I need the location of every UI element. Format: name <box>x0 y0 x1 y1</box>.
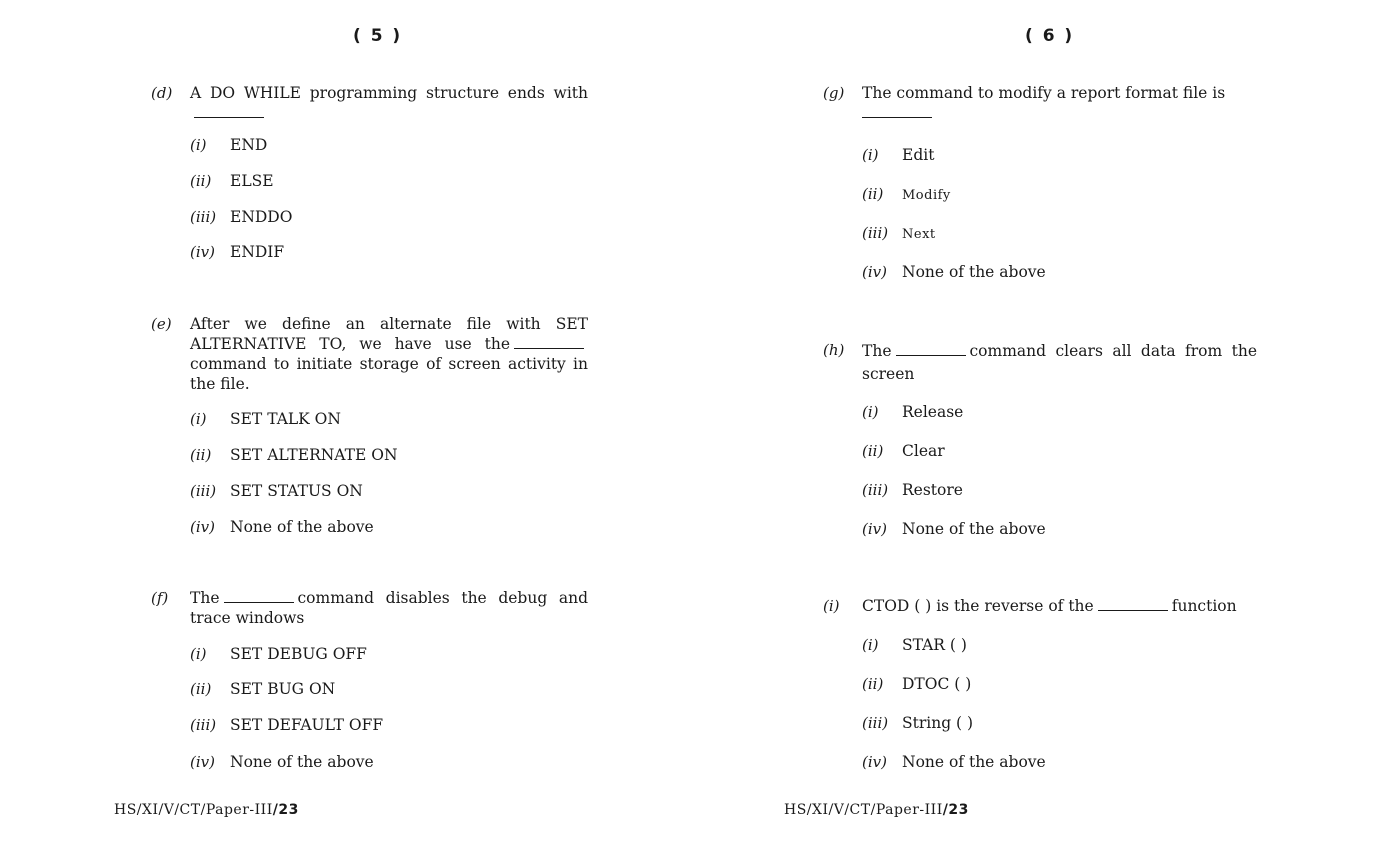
answer-blank <box>862 103 932 118</box>
option-h-iv[interactable]: (iv) None of the above <box>862 520 1046 538</box>
option-g-iii[interactable]: (iii) Next <box>862 224 936 242</box>
option-f-iii[interactable]: (iii) SET DEFAULT OFF <box>190 716 384 734</box>
question-e <box>151 314 588 544</box>
answer-blank <box>1098 596 1168 611</box>
question-letter: (g) <box>823 84 845 102</box>
option-e-i[interactable]: (i) SET TALK ON <box>190 410 341 428</box>
question-letter: (f) <box>151 589 169 607</box>
footer-suffix: /23 <box>272 802 299 818</box>
option-i-ii[interactable]: (ii) DTOC ( ) <box>862 675 972 693</box>
option-h-i[interactable]: (i) Release <box>862 403 964 421</box>
question-i <box>823 596 1257 786</box>
question-letter: (i) <box>823 597 840 615</box>
question-letter: (h) <box>823 341 845 359</box>
footer-code: HS/XI/V/CT/Paper-III <box>114 802 273 818</box>
question-letter: (e) <box>151 315 172 333</box>
question-h <box>823 340 1257 545</box>
question-g <box>823 83 1257 288</box>
option-h-iii[interactable]: (iii) Restore <box>862 481 963 499</box>
question-d <box>151 83 588 283</box>
answer-blank <box>224 588 294 603</box>
option-i-i[interactable]: (i) STAR ( ) <box>862 636 967 654</box>
footer-code: HS/XI/V/CT/Paper-III <box>784 802 943 818</box>
footer-right <box>784 802 969 818</box>
option-h-ii[interactable]: (ii) Clear <box>862 442 945 460</box>
answer-blank <box>514 334 584 349</box>
option-d-iv[interactable]: (iv) ENDIF <box>190 243 285 261</box>
footer-left <box>114 802 299 818</box>
question-text: The command disables the debug and trace windows <box>190 589 588 627</box>
question-text: The command clears all data from the screen <box>862 342 1257 383</box>
option-d-i[interactable]: (i) END <box>190 136 268 154</box>
option-f-ii[interactable]: (ii) SET BUG ON <box>190 680 336 698</box>
option-i-iv[interactable]: (iv) None of the above <box>862 753 1046 771</box>
option-e-iii[interactable]: (iii) SET STATUS ON <box>190 482 363 500</box>
footer-suffix: /23 <box>942 802 969 818</box>
question-text: CTOD ( ) is the reverse of the function <box>862 597 1237 615</box>
option-f-iv[interactable]: (iv) None of the above <box>190 753 374 771</box>
option-g-ii[interactable]: (ii) Modify <box>862 185 951 203</box>
option-f-i[interactable]: (i) SET DEBUG OFF <box>190 645 367 663</box>
question-text: After we define an alternate file with SET ALTERNATIVE TO, we have use thecommand to initiate storage of screen activity in the file. <box>190 315 588 393</box>
question-f <box>151 588 588 783</box>
option-d-ii[interactable]: (ii) ELSE <box>190 172 274 190</box>
question-text: A DO WHILE programming structure ends with <box>190 83 588 123</box>
option-d-iii[interactable]: (iii) ENDDO <box>190 208 293 226</box>
question-text: The command to modify a report format file is <box>862 83 1257 123</box>
page-number-left: ( 5 ) <box>353 26 403 46</box>
option-g-i[interactable]: (i) Edit <box>862 146 935 164</box>
page-number-right: ( 6 ) <box>1025 26 1075 46</box>
option-e-ii[interactable]: (ii) SET ALTERNATE ON <box>190 446 398 464</box>
option-e-iv[interactable]: (iv) None of the above <box>190 518 374 536</box>
option-g-iv[interactable]: (iv) None of the above <box>862 263 1046 281</box>
answer-blank <box>896 341 966 356</box>
answer-blank <box>194 103 264 118</box>
option-i-iii[interactable]: (iii) String ( ) <box>862 714 974 732</box>
question-letter: (d) <box>151 84 173 102</box>
